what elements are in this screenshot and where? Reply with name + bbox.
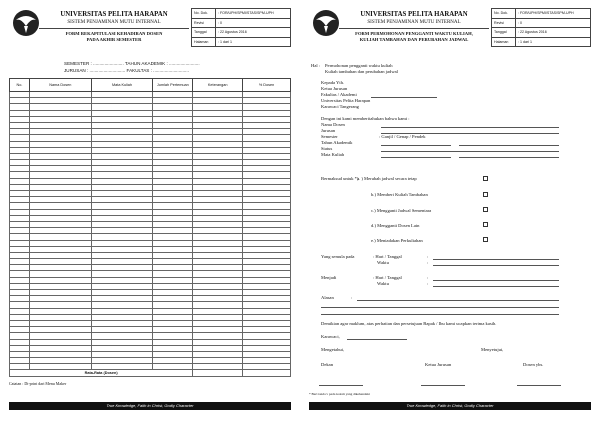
meta-label: No. Dok. [192,9,216,19]
col-no: No. [10,79,30,92]
mata-kuliah-line-2[interactable] [459,157,559,158]
summary-row [10,370,291,376]
form-header [309,8,591,54]
menjadi-hari-line[interactable] [433,280,559,281]
menjadi-hari: : Hari / Tanggal [373,275,402,280]
system-name: SISTEM PENJAMINAN MUTU INTERNAL [67,20,161,25]
form-title-line-2: PADA AKHIR SEMESTER [86,37,142,42]
divider [339,28,489,29]
tahun-akademik-line-2[interactable] [459,145,559,146]
meta-value: : 0 [515,18,590,28]
meta-value: : 22 Agustus 2016 [215,28,290,38]
option-e-label: e.) Meniadakan Perkuliahan [371,238,423,243]
meta-value: : 0 [215,18,290,28]
colon: : [427,275,429,280]
ketua-jurusan-label: Ketua Jurusan [425,362,452,367]
meta-value: : 1 dari 1 [515,37,590,47]
dekan-label: Dekan [321,362,333,367]
col-nama-dosen: Nama Dosen [29,79,91,92]
document-meta-table [491,8,591,47]
field-semester: Semester [321,134,338,139]
status-line[interactable] [381,151,559,152]
alasan-line-1[interactable] [357,300,559,301]
meta-label: Halaman [492,37,516,47]
colon: : [351,295,353,300]
jurusan-line[interactable] [381,133,559,134]
meta-label: Tanggal [492,28,516,38]
table-cell[interactable] [243,370,291,376]
semula-hari: : Hari / Tanggal [373,254,402,259]
semula-waktu: Waktu [377,260,389,265]
alasan-line-2[interactable] [321,307,559,308]
intro-text: Dengan ini kami memberitahukan bahwa kami : [321,116,410,121]
meta-label: Halaman [192,37,216,47]
col-keterangan: Keterangan [193,79,243,92]
alasan-label: Alasan [321,295,334,300]
semula-hari-line[interactable] [433,259,559,260]
semester-line: SEMESTER : ........................ TAHUN AKADEMIK : ........................ [64,61,200,66]
system-name: SISTEM PENJAMINAN MUTU INTERNAL [367,20,461,25]
university-name: UNIVERSITAS PELITA HARAPAN [360,11,468,18]
col-jumlah-pertemuan: Jumlah Pertemuan [153,79,193,92]
alasan-line-3[interactable] [321,314,559,315]
checkbox-option-d[interactable] [483,222,488,227]
hal-line-1: Permohonan pengganti waktu kuliah [325,63,393,68]
checkbox-option-c[interactable] [483,207,488,212]
form-header [9,8,291,54]
footer-motto-band: True Knowledge, Faith in Christ, Godly Character [309,402,591,410]
hal-label: Hal : [311,63,321,68]
ketua-jurusan: Ketua Jurusan [321,86,348,91]
field-tahun-akademik: Tahun Akademik [321,140,353,145]
hal-line-2: Kuliah tambahan dan perubahan jadwal [325,69,398,74]
form-title [39,31,189,43]
colon: : [427,260,429,265]
jurusan-line: JURUSAN : ............................ FAKULTAS : ............................ [64,68,189,73]
meta-value: : 1 dari 1 [215,37,290,47]
university-name: UNIVERSITAS PELITA HARAPAN [60,11,168,18]
summary-label: Rata-Rata (Dosen) [10,370,193,376]
recap-form-page [9,8,291,418]
field-status: Status [321,146,333,151]
field-jurusan: Jurusan [321,128,336,133]
nama-dosen-line[interactable] [381,127,559,128]
meta-label: Revisi [192,18,216,28]
checkbox-option-a[interactable] [483,176,488,181]
signature-kajur-line[interactable] [421,385,465,386]
closing-text: Demikian agar maklum, atas perhatian dan persetujuan Bapak / Ibu kami ucapkan terima kasih. [321,321,497,326]
meta-label: Tanggal [192,28,216,38]
universitas: Universitas Pelita Harapan [321,98,371,103]
bermaksud-label: Bermaksud untuk *) [321,176,359,181]
divider [39,28,189,29]
attendance-table-body [10,92,291,377]
col-mata-kuliah: Mata Kuliah [91,79,153,92]
university-logo-icon [311,8,341,38]
signature-dekan-line[interactable] [319,385,363,386]
meta-label: Revisi [492,18,516,28]
form-title-line-1: FORM PERMOHONAN PENGGANTI WAKTU KULIAH, [355,31,473,36]
karawaci: Karawaci, [321,334,340,339]
meta-value: : FOR/UPH/SPMI/STAS/SPM-UPH [215,9,290,19]
meta-value: : FOR/UPH/SPMI/STAS/SPM-UPH [515,9,590,19]
menyetujui: Menyetujui, [481,347,504,352]
university-logo-icon [11,8,41,38]
checkbox-option-e[interactable] [483,237,488,242]
signature-dosen-line[interactable] [517,385,561,386]
meta-label: No. Dok. [492,9,516,19]
document-meta-table [191,8,291,47]
option-c-label: c.) Mengganti Jadwal Sementara [371,208,432,213]
table-note: Catatan : Di-print dari Menu Maker [9,381,67,386]
tahun-akademik-line[interactable] [381,145,451,146]
request-form-page [309,8,591,418]
semula-waktu-line[interactable] [433,265,559,266]
semester-options: : Ganjil / Genap / Pendek [379,134,426,139]
fakultas-akademi: Fakultas / Akademi [321,92,357,97]
option-a-label: a. ) Merubah jadwal secara tetap [357,176,417,181]
field-nama-dosen: Nama Dosen [321,122,345,127]
footer-motto-band: True Knowledge, Faith in Christ, Godly Character [9,402,291,410]
checkbox-option-b[interactable] [483,192,488,197]
dosen-ybs-label: Dosen ybs. [523,362,544,367]
footnote: * Beri tanda v pada kolom yang dikehendaki [309,392,370,396]
kepada: Kepada Yth. [321,80,345,85]
attendance-table [9,78,291,377]
form-title-line-2: KULIAH TAMBAHAN DAN PERUBAHAN JADWAL [359,37,469,42]
meta-value: : 22 Agustus 2016 [515,28,590,38]
colon: : [427,254,429,259]
field-mata-kuliah: Mata Kuliah [321,152,345,157]
form-title [339,31,489,43]
menjadi-waktu-line[interactable] [433,286,559,287]
colon: : [427,281,429,286]
menjadi-label: Menjadi [321,275,337,280]
fakultas-line [371,97,437,98]
mata-kuliah-line[interactable] [381,157,451,158]
menjadi-waktu: Waktu [377,281,389,286]
kota: Karawaci Tangerang [321,104,359,109]
mengetahui: Mengetahui, [321,347,345,352]
semula-label: Yang semula pada [321,254,355,259]
table-cell[interactable] [193,370,243,376]
option-b-label: b.) Memberi Kuliah Tambahan [371,192,428,197]
date-line[interactable] [347,339,407,340]
option-d-label: d.) Mengganti Dosen Lain [371,223,420,228]
form-title-line-1: FORM REKAPITULASI KEHADIRAN DOSEN [65,31,163,36]
col-persen-dosen: % Dosen [243,79,291,92]
